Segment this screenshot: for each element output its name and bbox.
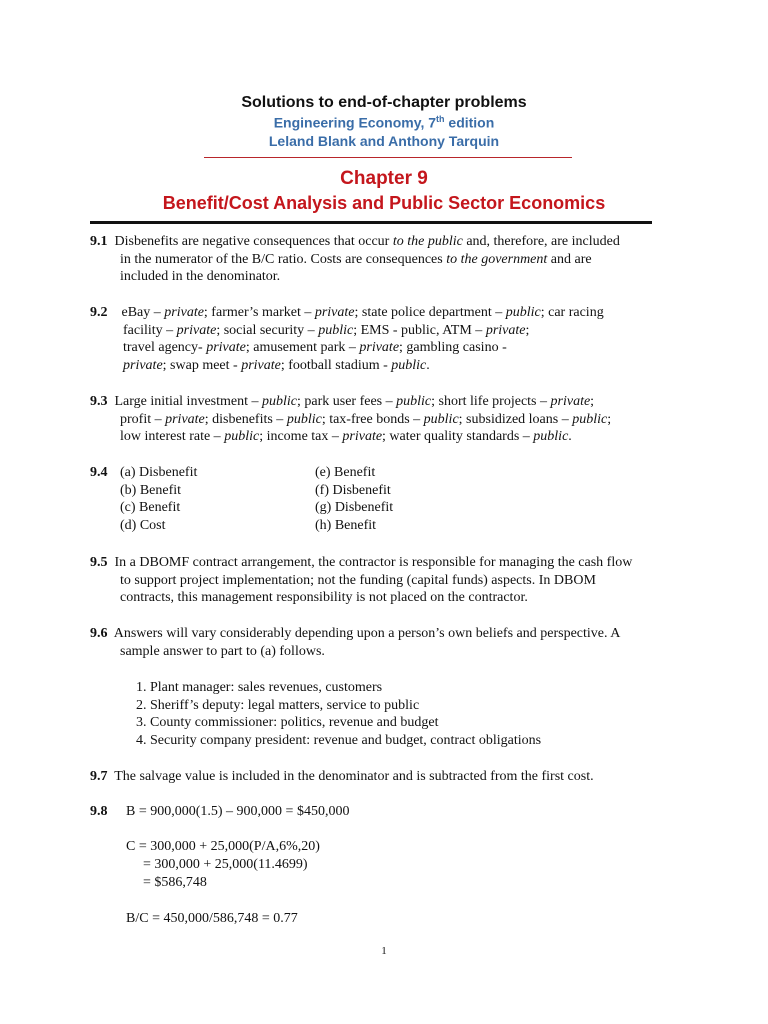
list-item: (e) Benefit [315,465,376,480]
problem-9-3: 9.3 Large initial investment – public; park user fees – public; short life projects – private; profit – private; disbenefits – public; tax-free bonds – public; subsidized loans – public; low interest rate – public; income tax – private; water quality standards – public. [90,394,612,445]
problem-9-7: 9.7 The salvage value is included in the denominator and is subtracted from the first cost. [90,769,594,784]
list-item: 2. Sheriff’s deputy: legal matters, service to public [136,697,420,713]
chapter-title: Benefit/Cost Analysis and Public Sector Economics [162,193,606,213]
list-item: 4. Security company president: revenue and budget, contract obligations [136,732,542,748]
list-item: (f) Disbenefit [315,482,391,498]
problem-9-1: 9.1 Disbenefits are negative consequences that occur to the public and, therefore, are included in the numerator of the B/C ratio. Costs are consequences to the government and are included in the denominator. [90,234,620,285]
list-item: 1. Plant manager: sales revenues, customers [136,680,383,695]
document-title: Solutions to end-of-chapter problems [241,94,527,111]
problem-9-8 [90,803,108,821]
equation-cost-result: = $586,748 [143,875,207,890]
numbered-list [136,679,541,749]
problem-number: 9.3 [90,394,108,409]
answers-left-column [120,464,197,534]
list-item: (b) Benefit [120,482,182,498]
list-item: (h) Benefit [315,517,377,533]
book-authors: Leland Blank and Anthony Tarquin [268,133,500,149]
problem-number: 9.1 [90,234,108,249]
equation-cost: C = 300,000 + 25,000(P/A,6%,20) [126,839,320,854]
problem-9-2: 9.2 eBay – private; farmer’s market – private; state police department – public; car racing facility – private; social security – public; EMS - public, ATM – private; travel agency- private; amusement park – private; gambling casino - private; swap meet - private; football stadium - public. [90,305,604,373]
page-number: 1 [381,945,387,957]
equation-bc-ratio: B/C = 450,000/586,748 = 0.77 [126,911,298,926]
equation-benefit: B = 900,000(1.5) – 900,000 = $450,000 [126,804,350,819]
problem-number: 9.8 [90,804,108,819]
chapter-divider [90,221,652,224]
problem-9-4 [90,464,108,482]
list-item: (g) Disbenefit [315,500,394,516]
problem-9-6: 9.6 Answers will vary considerably depending upon a person’s own beliefs and perspective. A sample answer to part to (a) follows. [90,626,621,659]
list-item: (d) Cost [120,517,166,533]
list-item: (c) Benefit [120,500,181,516]
problem-number: 9.4 [90,465,108,480]
header-divider [204,157,572,158]
answers-right-column [315,464,393,534]
list-item: (a) Disbenefit [120,465,198,480]
problem-number: 9.7 [90,769,108,784]
chapter-number: Chapter 9 [340,168,428,189]
list-item: 3. County commissioner: politics, revenue and budget [136,715,439,731]
problem-9-5: 9.5 In a DBOMF contract arrangement, the contractor is responsible for managing the cash flow to support project implementation; not the funding (capital funds) aspects. In DBOM contracts, this management responsibility is not placed on the contractor. [90,555,633,606]
problem-number: 9.5 [90,555,108,570]
problem-number: 9.2 [90,305,108,320]
problem-number: 9.6 [90,626,108,641]
equation-cost-step: = 300,000 + 25,000(11.4699) [143,857,308,872]
book-title: Engineering Economy, 7th edition [273,114,495,131]
